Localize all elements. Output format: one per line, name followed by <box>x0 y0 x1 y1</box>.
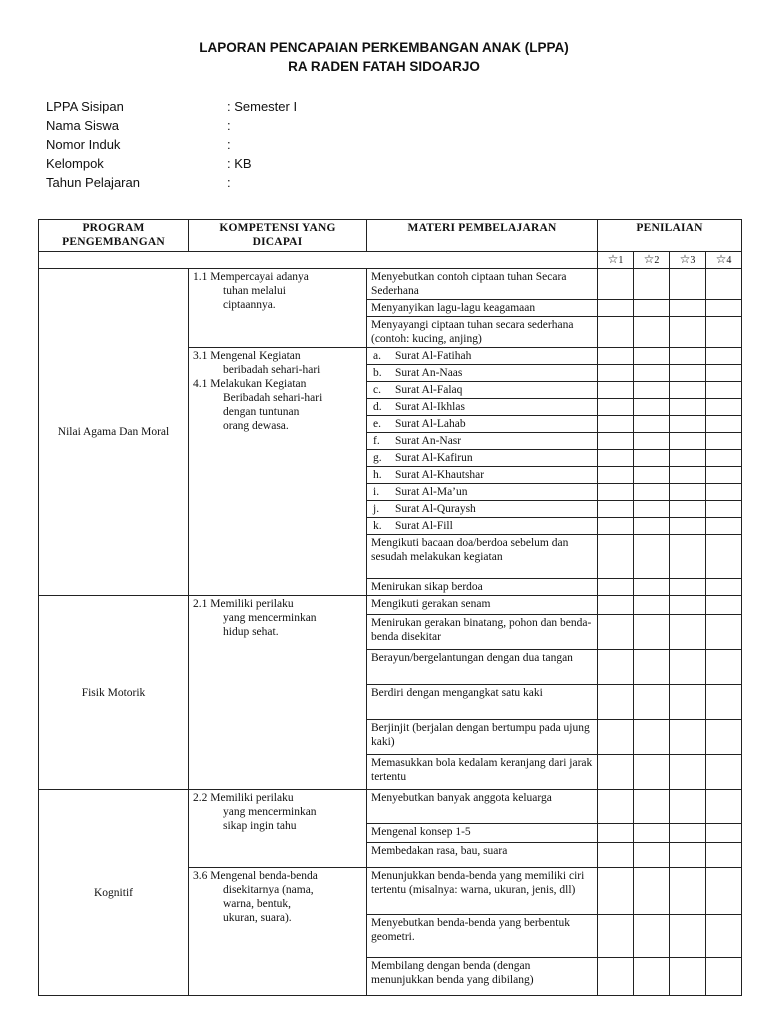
score-cell[interactable] <box>598 824 634 843</box>
score-label: 2 <box>654 255 660 266</box>
header-penilaian: PENILAIAN <box>598 220 742 252</box>
materi-cell: Menirukan sikap berdoa <box>367 579 598 596</box>
score-cell[interactable] <box>706 824 742 843</box>
score-cell[interactable] <box>634 467 670 484</box>
score-cell[interactable] <box>598 755 634 790</box>
score-cell[interactable] <box>634 501 670 518</box>
info-label: Kelompok <box>46 156 104 171</box>
program-cell: Nilai Agama Dan Moral <box>39 269 189 596</box>
score-cell[interactable] <box>598 433 634 450</box>
program-cell: Kognitif <box>39 790 189 996</box>
score-cell[interactable] <box>670 348 706 365</box>
table-row <box>39 790 742 824</box>
star-icon: ☆ <box>643 252 655 266</box>
kompetensi-line: ciptaannya. <box>223 299 276 311</box>
score-cell[interactable] <box>670 755 706 790</box>
score-cell[interactable] <box>670 535 706 579</box>
info-value: : <box>227 175 231 190</box>
score-cell[interactable] <box>634 365 670 382</box>
materi-cell: Menirukan gerakan binatang, pohon dan benda-benda disekitar <box>367 615 598 650</box>
score-cell[interactable] <box>670 450 706 467</box>
score-cell[interactable] <box>634 382 670 399</box>
score-cell[interactable] <box>670 824 706 843</box>
score-cell[interactable] <box>706 720 742 755</box>
score-cell[interactable] <box>670 300 706 317</box>
score-cell[interactable] <box>670 399 706 416</box>
score-cell[interactable] <box>706 433 742 450</box>
materi-cell <box>367 348 598 365</box>
score-cell[interactable] <box>670 843 706 868</box>
score-cell[interactable] <box>706 269 742 300</box>
materi-cell: Menyebutkan benda-benda yang berbentuk geometri. <box>367 915 598 958</box>
score-header-2 <box>634 252 670 269</box>
info-row-kelompok <box>46 154 297 173</box>
score-cell[interactable] <box>706 650 742 685</box>
score-cell[interactable] <box>634 596 670 615</box>
score-cell[interactable] <box>634 843 670 868</box>
score-label: 1 <box>618 255 624 266</box>
kompetensi-line: beribadah sehari-hari <box>223 364 321 376</box>
materi-cell <box>367 399 598 416</box>
star-icon: ☆ <box>679 252 691 266</box>
materi-cell: Menyebutkan banyak anggota keluarga <box>367 790 598 824</box>
surat-name: Surat Al-Khautshar <box>395 469 485 481</box>
score-cell[interactable] <box>670 868 706 915</box>
score-cell[interactable] <box>706 579 742 596</box>
kompetensi-cell <box>189 348 367 596</box>
info-label: Nama Siswa <box>46 118 119 133</box>
score-cell[interactable] <box>598 518 634 535</box>
score-cell[interactable] <box>706 348 742 365</box>
score-label: 4 <box>726 255 732 266</box>
score-cell[interactable] <box>634 399 670 416</box>
kompetensi-cell <box>189 269 367 348</box>
info-row-tahun <box>46 173 297 192</box>
surat-name: Surat Al-Falaq <box>395 384 463 396</box>
list-marker: d. <box>373 401 382 413</box>
score-cell[interactable] <box>634 824 670 843</box>
table-row <box>39 596 742 615</box>
score-cell[interactable] <box>706 467 742 484</box>
score-cell[interactable] <box>634 868 670 915</box>
score-cell[interactable] <box>706 685 742 720</box>
score-cell[interactable] <box>706 596 742 615</box>
list-marker: g. <box>373 452 382 464</box>
score-cell[interactable] <box>670 317 706 348</box>
score-cell[interactable] <box>598 615 634 650</box>
kompetensi-line: yang mencerminkan <box>223 806 317 818</box>
score-cell[interactable] <box>634 790 670 824</box>
score-cell[interactable] <box>706 416 742 433</box>
score-cell[interactable] <box>706 450 742 467</box>
info-label: Nomor Induk <box>46 137 121 152</box>
score-cell[interactable] <box>598 596 634 615</box>
kompetensi-line: 2.1 Memiliki perilaku <box>193 598 294 610</box>
table-body <box>39 269 742 996</box>
program-cell: Fisik Motorik <box>39 596 189 790</box>
surat-name: Surat Al-Kafirun <box>395 452 473 464</box>
list-marker: e. <box>373 418 381 430</box>
materi-cell <box>367 467 598 484</box>
score-cell[interactable] <box>598 348 634 365</box>
score-cell[interactable] <box>634 958 670 996</box>
score-cell[interactable] <box>634 433 670 450</box>
blank-header-cell <box>39 252 598 269</box>
score-cell[interactable] <box>706 365 742 382</box>
assessment-table <box>38 219 742 996</box>
score-cell[interactable] <box>670 433 706 450</box>
info-value: : <box>227 137 231 152</box>
list-marker: i. <box>373 486 380 498</box>
score-header-1 <box>598 252 634 269</box>
list-marker: k. <box>373 520 382 532</box>
score-cell[interactable] <box>706 535 742 579</box>
score-cell[interactable] <box>706 868 742 915</box>
materi-cell: Mengikuti gerakan senam <box>367 596 598 615</box>
kompetensi-line: sikap ingin tahu <box>223 820 297 832</box>
materi-cell: Berjinjit (berjalan dengan bertumpu pada ujung kaki) <box>367 720 598 755</box>
score-cell[interactable] <box>670 365 706 382</box>
kompetensi-line: ukuran, suara). <box>223 912 292 924</box>
kompetensi-line: hidup sehat. <box>223 626 279 638</box>
kompetensi-line: tuhan melalui <box>223 285 286 297</box>
materi-cell <box>367 416 598 433</box>
materi-cell <box>367 450 598 467</box>
score-cell[interactable] <box>670 501 706 518</box>
score-cell[interactable] <box>670 720 706 755</box>
surat-name: Surat Al-Fill <box>395 520 453 532</box>
score-cell[interactable] <box>706 300 742 317</box>
list-marker: h. <box>373 469 382 481</box>
score-cell[interactable] <box>670 518 706 535</box>
score-cell[interactable] <box>706 915 742 958</box>
surat-name: Surat Al-Quraysh <box>395 503 476 515</box>
materi-cell: Memasukkan bola kedalam keranjang dari jarak tertentu <box>367 755 598 790</box>
header-program: PROGRAM PENGEMBANGAN <box>39 220 189 252</box>
kompetensi-line: disekitarnya (nama, <box>223 884 314 896</box>
score-cell[interactable] <box>670 650 706 685</box>
score-cell[interactable] <box>634 915 670 958</box>
surat-name: Surat An-Naas <box>395 367 463 379</box>
info-value: : Semester I <box>227 99 298 114</box>
score-cell[interactable] <box>598 843 634 868</box>
surat-name: Surat Al-Ma’un <box>395 486 468 498</box>
score-cell[interactable] <box>634 348 670 365</box>
kompetensi-line: 2.2 Memiliki perilaku <box>193 792 294 804</box>
kompetensi-line: dengan tuntunan <box>223 406 300 418</box>
star-icon: ☆ <box>607 252 619 266</box>
materi-cell <box>367 518 598 535</box>
score-cell[interactable] <box>634 269 670 300</box>
score-header-4 <box>706 252 742 269</box>
materi-cell: Menyebutkan contoh ciptaan tuhan Secara Sederhana <box>367 269 598 300</box>
score-cell[interactable] <box>634 535 670 579</box>
score-cell[interactable] <box>670 467 706 484</box>
score-cell[interactable] <box>634 317 670 348</box>
score-cell[interactable] <box>598 720 634 755</box>
materi-cell <box>367 382 598 399</box>
kompetensi-cell <box>189 596 367 790</box>
materi-cell: Membilang dengan benda (dengan menunjukkan benda yang dibilang) <box>367 958 598 996</box>
score-cell[interactable] <box>634 650 670 685</box>
score-cell[interactable] <box>598 300 634 317</box>
surat-name: Surat Al-Fatihah <box>395 350 472 362</box>
materi-cell: Membedakan rasa, bau, suara <box>367 843 598 868</box>
score-cell[interactable] <box>706 790 742 824</box>
surat-name: Surat An-Nasr <box>395 435 462 447</box>
table-row <box>39 269 742 300</box>
score-cell[interactable] <box>670 579 706 596</box>
score-cell[interactable] <box>598 467 634 484</box>
materi-cell: Berayun/bergelantungan dengan dua tangan <box>367 650 598 685</box>
score-cell[interactable] <box>634 685 670 720</box>
score-cell[interactable] <box>670 484 706 501</box>
score-cell[interactable] <box>598 501 634 518</box>
materi-cell: Berdiri dengan mengangkat satu kaki <box>367 685 598 720</box>
score-cell[interactable] <box>706 958 742 996</box>
kompetensi-line: yang mencerminkan <box>223 612 317 624</box>
score-cell[interactable] <box>706 501 742 518</box>
list-marker: a. <box>373 350 381 362</box>
score-cell[interactable] <box>598 269 634 300</box>
info-row-nama <box>46 116 297 135</box>
report-title: LAPORAN PENCAPAIAN PERKEMBANGAN ANAK (LPPA) <box>199 40 569 55</box>
score-cell[interactable] <box>706 484 742 501</box>
materi-cell: Menyanyikan lagu-lagu keagamaan <box>367 300 598 317</box>
score-cell[interactable] <box>670 958 706 996</box>
materi-cell <box>367 484 598 501</box>
score-cell[interactable] <box>670 416 706 433</box>
surat-name: Surat Al-Ikhlas <box>395 401 465 413</box>
school-name: RA RADEN FATAH SIDOARJO <box>288 59 480 74</box>
info-label: Tahun Pelajaran <box>46 175 140 190</box>
kompetensi-line: Beribadah sehari-hari <box>223 392 323 404</box>
kompetensi-line: 4.1 Melakukan Kegiatan <box>193 378 307 390</box>
score-cell[interactable] <box>598 365 634 382</box>
score-cell[interactable] <box>670 615 706 650</box>
kompetensi-line: warna, bentuk, <box>223 898 292 910</box>
score-cell[interactable] <box>598 868 634 915</box>
score-cell[interactable] <box>598 915 634 958</box>
score-cell[interactable] <box>598 790 634 824</box>
kompetensi-cell <box>189 790 367 868</box>
materi-cell <box>367 365 598 382</box>
score-cell[interactable] <box>598 535 634 579</box>
score-cell[interactable] <box>634 300 670 317</box>
score-cell[interactable] <box>634 484 670 501</box>
score-cell[interactable] <box>598 958 634 996</box>
list-marker: b. <box>373 367 382 379</box>
star-icon: ☆ <box>715 252 727 266</box>
score-cell[interactable] <box>706 755 742 790</box>
score-cell[interactable] <box>670 915 706 958</box>
score-cell[interactable] <box>634 720 670 755</box>
list-marker: f. <box>373 435 380 447</box>
score-cell[interactable] <box>634 518 670 535</box>
score-cell[interactable] <box>706 317 742 348</box>
score-cell[interactable] <box>598 382 634 399</box>
score-cell[interactable] <box>634 579 670 596</box>
kompetensi-line: 3.6 Mengenal benda-benda <box>193 870 318 882</box>
score-cell[interactable] <box>670 596 706 615</box>
student-info <box>46 97 297 192</box>
materi-cell: Menyayangi ciptaan tuhan secara sederhana (contoh: kucing, anjing) <box>367 317 598 348</box>
score-label: 3 <box>690 255 696 266</box>
score-cell[interactable] <box>598 450 634 467</box>
materi-cell <box>367 433 598 450</box>
info-row-nomor <box>46 135 297 154</box>
info-row-lppa <box>46 97 297 116</box>
materi-cell: Mengikuti bacaan doa/berdoa sebelum dan sesudah melakukan kegiatan <box>367 535 598 579</box>
surat-name: Surat Al-Lahab <box>395 418 466 430</box>
info-value: : <box>227 118 231 133</box>
score-cell[interactable] <box>706 382 742 399</box>
score-cell[interactable] <box>598 650 634 685</box>
materi-cell: Menunjukkan benda-benda yang memiliki ciri tertentu (misalnya: warna, ukuran, jenis, dll) <box>367 868 598 915</box>
materi-cell <box>367 501 598 518</box>
header-materi: MATERI PEMBELAJARAN <box>367 220 598 252</box>
score-cell[interactable] <box>634 615 670 650</box>
list-marker: j. <box>373 503 380 515</box>
score-cell[interactable] <box>598 317 634 348</box>
score-cell[interactable] <box>706 518 742 535</box>
score-cell[interactable] <box>634 755 670 790</box>
score-cell[interactable] <box>634 450 670 467</box>
kompetensi-cell <box>189 868 367 996</box>
score-cell[interactable] <box>706 615 742 650</box>
score-cell[interactable] <box>598 416 634 433</box>
score-cell[interactable] <box>670 382 706 399</box>
materi-cell: Mengenal konsep 1-5 <box>367 824 598 843</box>
list-marker: c. <box>373 384 381 396</box>
score-cell[interactable] <box>598 399 634 416</box>
score-cell[interactable] <box>670 790 706 824</box>
info-value: : KB <box>227 156 252 171</box>
kompetensi-line: 3.1 Mengenal Kegiatan <box>193 350 301 362</box>
score-header-3 <box>670 252 706 269</box>
score-cell[interactable] <box>706 843 742 868</box>
score-cell[interactable] <box>598 579 634 596</box>
score-cell[interactable] <box>598 484 634 501</box>
info-label: LPPA Sisipan <box>46 99 124 114</box>
score-cell[interactable] <box>634 416 670 433</box>
score-cell[interactable] <box>670 685 706 720</box>
score-cell[interactable] <box>598 685 634 720</box>
score-cell[interactable] <box>706 399 742 416</box>
kompetensi-line: 1.1 Mempercayai adanya <box>193 271 309 283</box>
header-kompetensi: KOMPETENSI YANG DICAPAI <box>189 220 367 252</box>
kompetensi-line: orang dewasa. <box>223 420 289 432</box>
score-cell[interactable] <box>670 269 706 300</box>
